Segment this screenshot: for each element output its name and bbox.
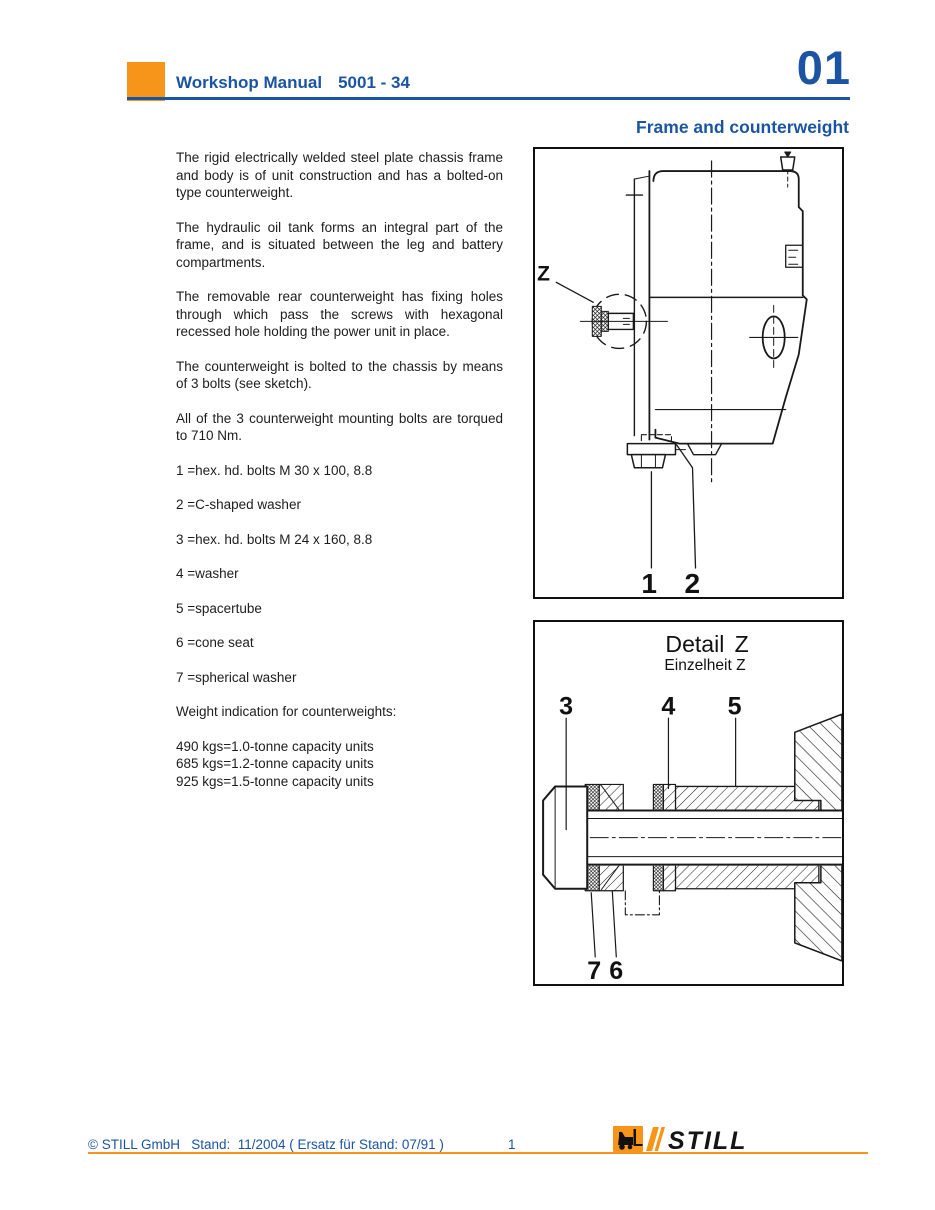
washer-bottom [653, 863, 663, 891]
label-6: 6 [609, 956, 624, 984]
weight-row: 925 kgs=1.5-tonne capacity units [176, 773, 374, 789]
recess-outline [625, 891, 659, 915]
label-3: 3 [559, 692, 574, 721]
figure1-labels [537, 262, 700, 597]
label-7: 7 [587, 956, 602, 984]
body-text-column [176, 149, 503, 790]
leader-z [556, 282, 593, 302]
still-logo [613, 1125, 769, 1153]
label-5: 5 [727, 692, 742, 721]
paragraph-torque-note: All of the 3 counterweight mounting bolts are torqued to 710 Nm. [176, 410, 503, 443]
detail-subtitle: Einzelheit Z [664, 657, 746, 675]
parts-list-item: 7 =spherical washer [176, 669, 297, 685]
manual-number: 5001 - 34 [338, 73, 410, 92]
page-number: 1 [508, 1137, 516, 1152]
label-z: Z [537, 262, 551, 286]
paragraph: The counterweight is bolted to the chassis by means of 3 bolts (see sketch). [176, 358, 503, 391]
paragraph: The hydraulic oil tank forms an integral part of the frame, and is situated between the leg and battery compartments. [176, 219, 503, 270]
footer-copyright: © STILL GmbH Stand: 11/2004 ( Ersatz für Stand: 07/91 ) [88, 1137, 444, 1152]
counterweight-drawing [535, 149, 842, 597]
manual-label: Workshop Manual [176, 73, 323, 92]
washer-top [653, 784, 663, 812]
weight-row: 685 kgs=1.2-tonne capacity units [176, 756, 374, 771]
parts-list-item: 3 =hex. hd. bolts M 24 x 160, 8.8 [176, 531, 373, 547]
page-title: Frame and counterweight [636, 117, 849, 137]
detail-title: Detail [665, 631, 725, 658]
leader-7 [591, 893, 595, 957]
paragraph: The removable rear counterweight has fixing holes through which pass the screws with hexagonal recessed hole holding the power unit in place. [176, 289, 503, 339]
leader-6 [612, 891, 616, 957]
figure-counterweight-side-view [533, 147, 844, 599]
parts-list-item: 1 =hex. hd. bolts M 30 x 100, 8.8 [176, 462, 373, 478]
still-logo-graphic [613, 1125, 769, 1153]
bracket-detail [786, 245, 803, 267]
parts-list-item: 4 =washer [176, 566, 239, 581]
weights-heading: Weight indication for counterweights: [176, 704, 397, 719]
paragraph: The rigid electrically welded steel plate chassis frame and body is of unit construction and has a bolted-on type counterweight. [176, 150, 503, 200]
logo-slashes [646, 1127, 665, 1151]
label-1: 1 [641, 567, 658, 597]
drawing-lines [556, 152, 807, 568]
header-rule [127, 97, 850, 100]
parts-list-item: 5 =spacertube [176, 600, 262, 616]
leader-2 [676, 445, 695, 568]
bottom-recess [687, 444, 721, 455]
brand-orange-square [127, 62, 165, 101]
figure-detail-z [533, 620, 844, 986]
detail-title-z: Z [734, 631, 749, 658]
lower-bolt-assembly [627, 435, 685, 468]
parts-list-item: 6 =cone seat [176, 635, 254, 650]
label-2: 2 [684, 567, 701, 597]
label-4: 4 [661, 692, 676, 721]
bottom-stack [585, 863, 819, 891]
body-outline [653, 171, 806, 444]
section-drawing [543, 714, 842, 961]
top-stack [585, 784, 819, 812]
detail-z-bolt [580, 306, 667, 336]
hex-bolt-head [543, 786, 587, 888]
detail-z-drawing [535, 622, 842, 984]
header-title [176, 73, 410, 93]
parts-list-item: 2 =C-shaped washer [176, 497, 301, 512]
chapter-number: 01 [796, 41, 851, 94]
weight-row: 490 kgs=1.0-tonne capacity units [176, 738, 374, 754]
logo-wordmark: STILL [668, 1127, 748, 1153]
